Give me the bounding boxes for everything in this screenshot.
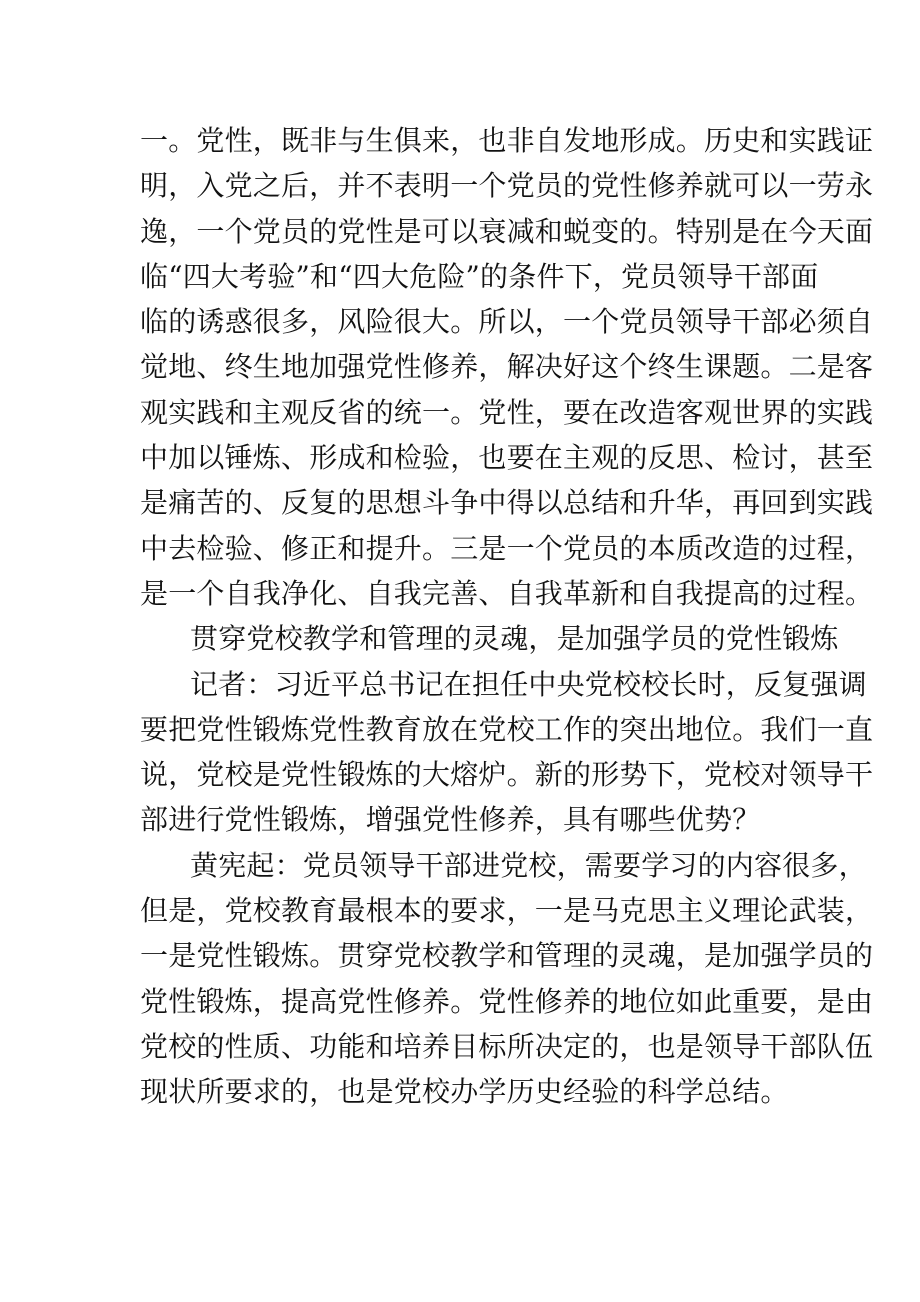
text-line: 临的诱惑很多，风险很大。所以，一个党员领导干部必须自: [140, 305, 874, 339]
text-line: 但是，党校教育最根本的要求，一是马克思主义理论武装，: [140, 894, 874, 928]
text-line: 明，入党之后，并不表明一个党员的党性修养就可以一劳永: [140, 169, 874, 203]
text-line: 记者：习近平总书记在担任中央党校校长时，反复强调: [190, 667, 867, 701]
text-line: 贯穿党校教学和管理的灵魂，是加强学员的党性锻炼: [190, 622, 839, 656]
text-line: 觉地、终生地加强党性修养，解决好这个终生课题。二是客: [140, 350, 874, 384]
text-line: 党校的性质、功能和培养目标所决定的，也是领导干部队伍: [140, 1029, 874, 1063]
document-body: [140, 118, 874, 1115]
text-line: 一。党性，既非与生俱来，也非自发地形成。历史和实践证: [140, 124, 874, 157]
text-line: 逸，一个党员的党性是可以衰减和蜕变的。特别是在今天面: [140, 214, 874, 248]
text-line: 一是党性锻炼。贯穿党校教学和管理的灵魂，是加强学员的: [140, 939, 874, 973]
text-line: 现状所要求的，也是党校办学历史经验的科学总结。: [140, 1075, 789, 1109]
text-line: 临“四大考验”和“四大危险”的条件下，党员领导干部面: [140, 259, 819, 293]
text-line: 要把党性锻炼党性教育放在党校工作的突出地位。我们一直: [140, 712, 874, 746]
text-line: 是一个自我净化、自我完善、自我革新和自我提高的过程。: [140, 576, 874, 610]
text-line: 部进行党性锻炼，增强党性修养，具有哪些优势？: [140, 803, 761, 837]
text-line: 黄宪起：党员领导干部进党校，需要学习的内容很多，: [190, 848, 867, 882]
text-line: 说，党校是党性锻炼的大熔炉。新的形势下，党校对领导干: [140, 758, 874, 792]
text-line: 是痛苦的、反复的思想斗争中得以总结和升华，再回到实践: [140, 486, 874, 520]
text-line: 中去检验、修正和提升。三是一个党员的本质改造的过程，: [140, 531, 874, 565]
text-line: 观实践和主观反省的统一。党性，要在改造客观世界的实践: [140, 395, 874, 429]
text-line: 中加以锤炼、形成和检验，也要在主观的反思、检讨，甚至: [140, 441, 874, 475]
text-line: 党性锻炼，提高党性修养。党性修养的地位如此重要，是由: [140, 984, 874, 1018]
